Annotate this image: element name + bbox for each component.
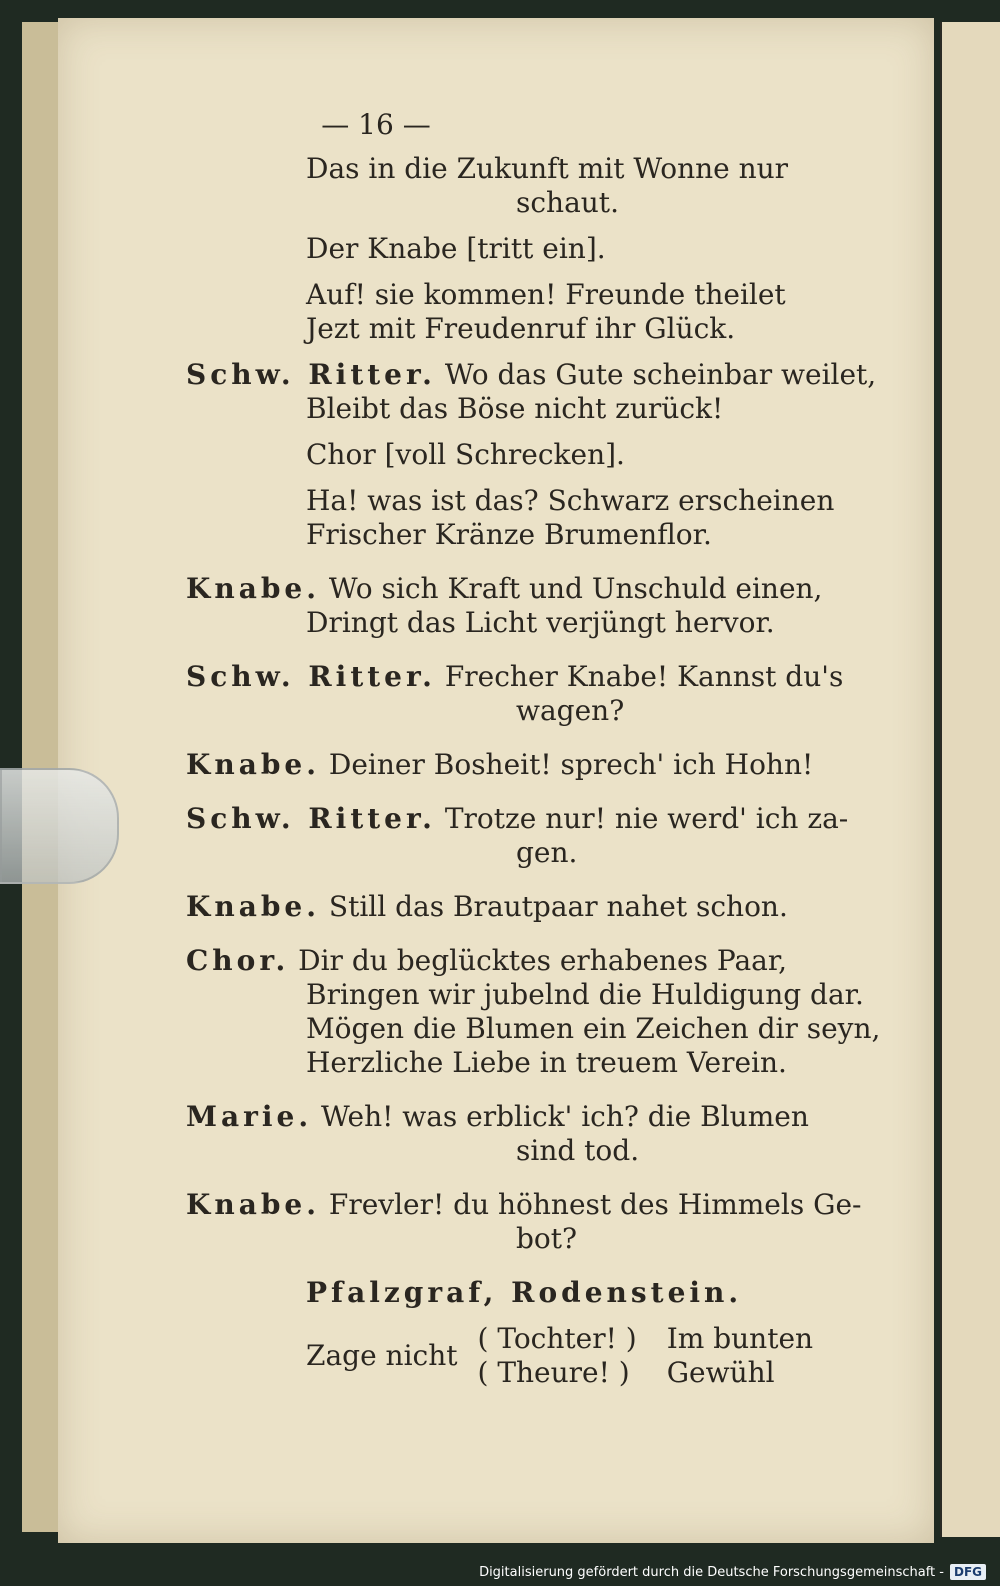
dialogue-line bbox=[186, 1100, 866, 1134]
page-number: — 16 — bbox=[321, 108, 431, 141]
alternative-2: ( Theure! ) bbox=[477, 1356, 630, 1389]
text-line: Dringt das Licht verjüngt hervor. bbox=[306, 606, 775, 639]
dialogue-line bbox=[186, 1188, 866, 1222]
text-line: schaut. bbox=[516, 186, 619, 219]
page-clip bbox=[0, 768, 119, 884]
dialogue-line bbox=[186, 572, 866, 606]
text-line: Mögen die Blumen ein Zeichen dir seyn, bbox=[306, 1012, 881, 1045]
dialogue-line bbox=[186, 944, 866, 978]
text-line: Still das Brautpaar nahet schon. bbox=[328, 890, 788, 923]
speaker-name: Schw. Ritter. bbox=[186, 358, 436, 391]
text-line: Trotze nur! nie werd' ich za- bbox=[444, 802, 849, 835]
adjacent-page bbox=[940, 22, 1000, 1537]
dialogue-line bbox=[186, 358, 877, 392]
text-line: Gewühl bbox=[666, 1356, 775, 1389]
dfg-logo: DFG bbox=[950, 1564, 986, 1580]
page-text bbox=[186, 108, 881, 1390]
continuation bbox=[667, 1322, 813, 1390]
text-line: Bleibt das Böse nicht zurück! bbox=[306, 392, 724, 425]
text-line: wagen? bbox=[516, 694, 625, 727]
text-line: gen. bbox=[516, 836, 578, 869]
speaker-name: Schw. Ritter. bbox=[186, 660, 436, 693]
text-line: Deiner Bosheit! sprech' ich Hohn! bbox=[328, 748, 814, 781]
dialogue-line bbox=[186, 802, 866, 836]
footer-credit bbox=[479, 1564, 986, 1580]
text-line: Im bunten bbox=[666, 1322, 814, 1355]
dialogue-line bbox=[186, 660, 866, 694]
text-line: Herzliche Liebe in treuem Verein. bbox=[306, 1046, 787, 1079]
speaker-name: Marie. bbox=[186, 1100, 313, 1133]
stage-direction: Der Knabe [tritt ein]. bbox=[306, 232, 606, 265]
text-line: Wo sich Kraft und Unschuld einen, bbox=[328, 572, 823, 605]
text-line: Auf! sie kommen! Freunde theilet bbox=[306, 278, 786, 311]
dialogue-line bbox=[186, 748, 866, 782]
text-line: Frischer Kränze Brumenflor. bbox=[306, 518, 712, 551]
text-line: sind tod. bbox=[516, 1134, 640, 1167]
alternatives bbox=[478, 1322, 637, 1390]
alternative-1: ( Tochter! ) bbox=[477, 1322, 637, 1355]
speaker-name: Schw. Ritter. bbox=[186, 802, 436, 835]
dialogue-line bbox=[186, 890, 866, 924]
text-line: Ha! was ist das? Schwarz erscheinen bbox=[306, 484, 835, 517]
speaker-name: Knabe. bbox=[186, 890, 320, 923]
speaker-name: Knabe. bbox=[186, 748, 320, 781]
final-verse bbox=[306, 1322, 866, 1390]
text-line: Frecher Knabe! Kannst du's bbox=[444, 660, 844, 693]
speaker-name: Knabe. bbox=[186, 1188, 320, 1221]
text-line: Bringen wir jubelnd die Huldigung dar. bbox=[306, 978, 864, 1011]
text-line: Weh! was erblick' ich? die Blumen bbox=[321, 1100, 809, 1133]
text-line: Frevler! du höhnest des Himmels Ge- bbox=[328, 1188, 862, 1221]
speaker-name: Knabe. bbox=[186, 572, 320, 605]
text-line: Das in die Zukunft mit Wonne nur bbox=[306, 152, 789, 185]
text-line: Zage nicht bbox=[306, 1339, 458, 1372]
footer-text: Digitalisierung gefördert durch die Deutsche Forschungsgemeinschaft - bbox=[479, 1564, 944, 1580]
text-line: Wo das Gute scheinbar weilet, bbox=[444, 358, 877, 391]
text-line: Dir du beglücktes erhabenes Paar, bbox=[298, 944, 788, 977]
text-line: bot? bbox=[516, 1222, 578, 1255]
speaker-name: Chor. bbox=[186, 944, 290, 977]
stage-direction: Chor [voll Schrecken]. bbox=[306, 438, 625, 471]
text-line: Jezt mit Freudenruf ihr Glück. bbox=[306, 312, 736, 345]
speaker-heading: Pfalzgraf, Rodenstein. bbox=[306, 1276, 743, 1309]
